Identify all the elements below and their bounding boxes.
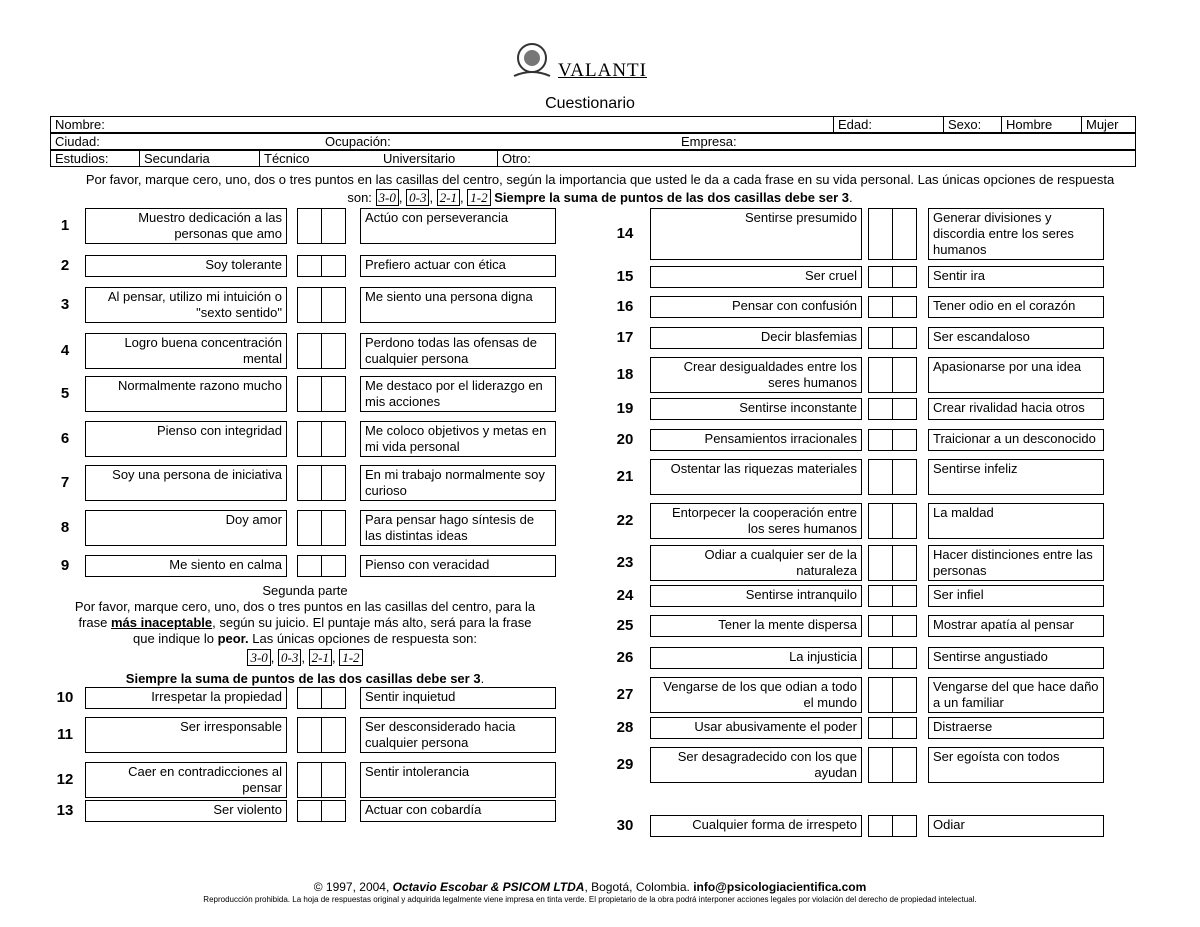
statement-b: Apasionarse por una idea <box>928 357 1104 393</box>
score-box-a[interactable] <box>868 545 893 581</box>
statement-b: Actuar con cobardía <box>360 800 556 822</box>
statement-a: Cualquier forma de irrespeto <box>650 815 862 837</box>
statement-b: Sentir intolerancia <box>360 762 556 798</box>
statement-a: Soy tolerante <box>85 255 287 277</box>
peor: peor. <box>217 631 249 646</box>
score-box-a[interactable] <box>868 585 893 607</box>
score-box-b[interactable] <box>321 717 346 753</box>
statement-b: Perdono todas las ofensas de cualquier persona <box>360 333 556 369</box>
score-box-a[interactable] <box>297 800 322 822</box>
score-box-b[interactable] <box>321 510 346 546</box>
score-box-a[interactable] <box>297 555 322 577</box>
statement-b: Sentir ira <box>928 266 1104 288</box>
score-box-b[interactable] <box>892 647 917 669</box>
part2-line3: que indique lo peor. Las únicas opciones de respuesta son: <box>132 631 478 646</box>
statement-b: Prefiero actuar con ética <box>360 255 556 277</box>
item-number: 12 <box>56 771 74 788</box>
score-box-b[interactable] <box>892 357 917 393</box>
statement-a: Irrespetar la propiedad <box>85 687 287 709</box>
score-box-b[interactable] <box>321 333 346 369</box>
contact-email[interactable]: info@psicologiacientifica.com <box>693 880 867 894</box>
score-box-a[interactable] <box>868 357 893 393</box>
item-number: 25 <box>616 617 634 634</box>
item-number: 7 <box>60 474 70 491</box>
universitario-option[interactable]: Universitario <box>383 151 456 166</box>
item-number: 5 <box>60 385 70 402</box>
statement-b: Sentir inquietud <box>360 687 556 709</box>
statement-b: Pienso con veracidad <box>360 555 556 577</box>
option2-3-0: 3-0 <box>247 649 270 666</box>
score-box-a[interactable] <box>297 255 322 277</box>
score-box-a[interactable] <box>868 296 893 318</box>
item-number: 4 <box>60 342 70 359</box>
statement-b: Tener odio en el corazón <box>928 296 1104 318</box>
statement-a: Ostentar las riquezas materiales <box>650 459 862 495</box>
statement-a: Decir blasfemias <box>650 327 862 349</box>
part2-heading: Segunda parte <box>262 583 348 598</box>
score-box-b[interactable] <box>321 287 346 323</box>
legal-notice: Reproducción prohibida. La hoja de respuestas original y adquirida legalmente viene impresa en tinta verde. El propietario de la obra podrá interponer acciones legales por violación del derecho de propiedad intelectual. <box>203 895 977 904</box>
item-number: 6 <box>60 430 70 447</box>
copyright-line: © 1997, 2004, Octavio Escobar & PSICOM LTDA, Bogotá, Colombia. info@psicologiacientifica.com <box>313 880 867 894</box>
score-box-a[interactable] <box>868 647 893 669</box>
score-box-b[interactable] <box>321 800 346 822</box>
form-row-3 <box>50 150 1136 167</box>
statement-a: Doy amor <box>85 510 287 546</box>
score-box-b[interactable] <box>892 398 917 420</box>
item-number: 8 <box>60 519 70 536</box>
mujer-option[interactable]: Mujer <box>1081 117 1119 132</box>
statement-b: Me destaco por el liderazgo en mis acciones <box>360 376 556 412</box>
option-2-1: 2-1 <box>437 189 460 206</box>
item-number: 10 <box>56 689 74 706</box>
statement-a: Pienso con integridad <box>85 421 287 457</box>
item-number: 26 <box>616 649 634 666</box>
secundaria-option[interactable]: Secundaria <box>139 151 210 166</box>
score-box-a[interactable] <box>297 333 322 369</box>
nombre-label[interactable]: Nombre: <box>55 117 105 132</box>
statement-b: Me coloco objetivos y metas en mi vida personal <box>360 421 556 457</box>
score-box-b[interactable] <box>892 585 917 607</box>
item-number: 27 <box>616 686 634 703</box>
statement-a: Sentirse presumido <box>650 208 862 260</box>
part2-options-line: 3-0 , 0-3 , 2-1 , 1-2 <box>40 649 570 666</box>
score-box-a[interactable] <box>868 459 893 495</box>
option2-0-3: 0-3 <box>278 649 301 666</box>
statement-b: Ser escandaloso <box>928 327 1104 349</box>
statement-b: Crear rivalidad hacia otros <box>928 398 1104 420</box>
score-box-b[interactable] <box>892 459 917 495</box>
score-box-a[interactable] <box>868 615 893 637</box>
score-box-b[interactable] <box>892 266 917 288</box>
item-number: 24 <box>616 587 634 604</box>
score-box-a[interactable] <box>297 465 322 501</box>
score-box-b[interactable] <box>892 327 917 349</box>
score-box-b[interactable] <box>892 208 917 260</box>
statement-b: Distraerse <box>928 717 1104 739</box>
statement-b: Vengarse del que hace daño a un familiar <box>928 677 1104 713</box>
statement-a: Sentirse inconstante <box>650 398 862 420</box>
score-box-b[interactable] <box>892 296 917 318</box>
item-number: 15 <box>616 268 634 285</box>
score-box-a[interactable] <box>297 287 322 323</box>
empresa-label[interactable]: Empresa: <box>681 134 737 149</box>
statement-a: Vengarse de los que odian a todo el mundo <box>650 677 862 713</box>
item-number: 3 <box>60 296 70 313</box>
score-box-a[interactable] <box>868 717 893 739</box>
score-box-b[interactable] <box>892 545 917 581</box>
option-1-2: 1-2 <box>467 189 490 206</box>
option2-1-2: 1-2 <box>339 649 362 666</box>
score-box-b[interactable] <box>321 208 346 244</box>
statement-b: Sentirse angustiado <box>928 647 1104 669</box>
tecnico-option[interactable]: Técnico <box>259 151 310 166</box>
score-box-b[interactable] <box>321 376 346 412</box>
form-row-2 <box>50 133 1136 150</box>
logo-emblem-icon <box>510 38 554 82</box>
statement-a: Odiar a cualquier ser de la naturaleza <box>650 545 862 581</box>
score-box-a[interactable] <box>868 503 893 539</box>
ciudad-label[interactable]: Ciudad: <box>55 134 100 149</box>
statement-a: Caer en contradicciones al pensar <box>85 762 287 798</box>
statement-b: La maldad <box>928 503 1104 539</box>
edad-label[interactable]: Edad: <box>833 117 872 132</box>
item-number: 22 <box>616 512 634 529</box>
item-number: 17 <box>616 329 634 346</box>
score-box-a[interactable] <box>868 327 893 349</box>
statement-a: Entorpecer la cooperación entre los seres humanos <box>650 503 862 539</box>
score-box-b[interactable] <box>892 503 917 539</box>
item-number: 20 <box>616 431 634 448</box>
statement-b: Traicionar a un desconocido <box>928 429 1104 451</box>
statement-a: Tener la mente dispersa <box>650 615 862 637</box>
score-box-a[interactable] <box>868 398 893 420</box>
part2-line2: frase más inaceptable, según su juicio. El puntaje más alto, será para la frase <box>78 615 532 630</box>
statement-a: Ser irresponsable <box>85 717 287 753</box>
part1-instructions: Por favor, marque cero, uno, dos o tres puntos en las casillas del centro, según la importancia que usted le da a cada frase en su vida personal. Las únicas opciones de respuesta <box>85 172 1115 187</box>
statement-b: Generar divisiones y discordia entre los seres humanos <box>928 208 1104 260</box>
item-number: 16 <box>616 298 634 315</box>
part1-options-line: son: 3-0 , 0-3 , 2-1 , 1-2 Siempre la suma de puntos de las dos casillas debe ser 3. <box>347 190 853 205</box>
statement-b: Me siento una persona digna <box>360 287 556 323</box>
score-box-b[interactable] <box>321 555 346 577</box>
sexo-label: Sexo: <box>943 117 981 132</box>
score-box-b[interactable] <box>892 615 917 637</box>
statement-a: Logro buena concentración mental <box>85 333 287 369</box>
score-box-b[interactable] <box>321 421 346 457</box>
statement-a: Ser violento <box>85 800 287 822</box>
score-box-a[interactable] <box>868 266 893 288</box>
score-box-a[interactable] <box>297 376 322 412</box>
option-0-3: 0-3 <box>406 189 429 206</box>
option-3-0: 3-0 <box>376 189 399 206</box>
statement-b: Hacer distinciones entre las personas <box>928 545 1104 581</box>
statement-a: Sentirse intranquilo <box>650 585 862 607</box>
item-number: 29 <box>616 756 634 773</box>
statement-a: Usar abusivamente el poder <box>650 717 862 739</box>
statement-a: Pensamientos irracionales <box>650 429 862 451</box>
score-box-a[interactable] <box>868 747 893 783</box>
statement-a: Me siento en calma <box>85 555 287 577</box>
item-number: 21 <box>616 468 634 485</box>
score-box-a[interactable] <box>868 429 893 451</box>
score-box-b[interactable] <box>892 717 917 739</box>
score-box-a[interactable] <box>868 815 893 837</box>
item-number: 14 <box>616 225 634 242</box>
statement-b: Odiar <box>928 815 1104 837</box>
part2-rule-line: Siempre la suma de puntos de las dos casillas debe ser 3. <box>125 671 485 686</box>
form-row-1 <box>50 116 1136 133</box>
brand-name: VALANTI <box>558 60 647 81</box>
score-box-b[interactable] <box>892 747 917 783</box>
item-number: 30 <box>616 817 634 834</box>
score-box-a[interactable] <box>868 677 893 713</box>
valanti-logo <box>510 38 690 88</box>
otro-option[interactable]: Otro: <box>497 151 531 166</box>
score-box-a[interactable] <box>297 762 322 798</box>
statement-b: Mostrar apatía al pensar <box>928 615 1104 637</box>
score-box-b[interactable] <box>321 762 346 798</box>
item-number: 13 <box>56 802 74 819</box>
item-number: 18 <box>616 366 634 383</box>
statement-b: Para pensar hago síntesis de las distintas ideas <box>360 510 556 546</box>
ocupacion-label[interactable]: Ocupación: <box>325 134 391 149</box>
option2-2-1: 2-1 <box>309 649 332 666</box>
statement-a: La injusticia <box>650 647 862 669</box>
item-number: 9 <box>60 557 70 574</box>
score-box-a[interactable] <box>297 421 322 457</box>
statement-b: Ser egoísta con todos <box>928 747 1104 783</box>
statement-a: Soy una persona de iniciativa <box>85 465 287 501</box>
copyright-owner: Octavio Escobar & PSICOM LTDA <box>392 880 585 894</box>
score-box-b[interactable] <box>892 815 917 837</box>
statement-b: Ser infiel <box>928 585 1104 607</box>
item-number: 11 <box>57 726 73 743</box>
statement-a: Pensar con confusión <box>650 296 862 318</box>
statement-b: Actúo con perseverancia <box>360 208 556 244</box>
statement-a: Ser cruel <box>650 266 862 288</box>
statement-a: Al pensar, utilizo mi intuición o "sexto sentido" <box>85 287 287 323</box>
statement-b: En mi trabajo normalmente soy curioso <box>360 465 556 501</box>
item-number: 1 <box>60 217 70 234</box>
score-box-a[interactable] <box>297 510 322 546</box>
part2-line1: Por favor, marque cero, uno, dos o tres puntos en las casillas del centro, para la <box>74 599 536 614</box>
score-box-a[interactable] <box>297 687 322 709</box>
item-number: 2 <box>60 257 70 274</box>
item-number: 28 <box>616 719 634 736</box>
part1-son: son: <box>347 190 372 205</box>
part2-rule: Siempre la suma de puntos de las dos casillas debe ser 3 <box>125 671 481 686</box>
score-box-a[interactable] <box>868 208 893 260</box>
statement-a: Normalmente razono mucho <box>85 376 287 412</box>
score-box-b[interactable] <box>892 429 917 451</box>
statement-b: Sentirse infeliz <box>928 459 1104 495</box>
score-box-b[interactable] <box>321 465 346 501</box>
part1-rule: Siempre la suma de puntos de las dos casillas debe ser 3 <box>494 190 850 205</box>
score-box-b[interactable] <box>321 687 346 709</box>
statement-b: Ser desconsiderado hacia cualquier persona <box>360 717 556 753</box>
mas-inaceptable: más inaceptable <box>110 615 213 630</box>
score-box-a[interactable] <box>297 717 322 753</box>
statement-a: Crear desigualdades entre los seres humanos <box>650 357 862 393</box>
score-box-b[interactable] <box>321 255 346 277</box>
statement-a: Ser desagradecido con los que ayudan <box>650 747 862 783</box>
hombre-option[interactable]: Hombre <box>1001 117 1052 132</box>
score-box-a[interactable] <box>297 208 322 244</box>
item-number: 23 <box>616 554 634 571</box>
page-title: Cuestionario <box>545 95 635 112</box>
estudios-label: Estudios: <box>55 151 109 166</box>
item-number: 19 <box>616 400 634 417</box>
statement-a: Muestro dedicación a las personas que amo <box>85 208 287 244</box>
score-box-b[interactable] <box>892 677 917 713</box>
